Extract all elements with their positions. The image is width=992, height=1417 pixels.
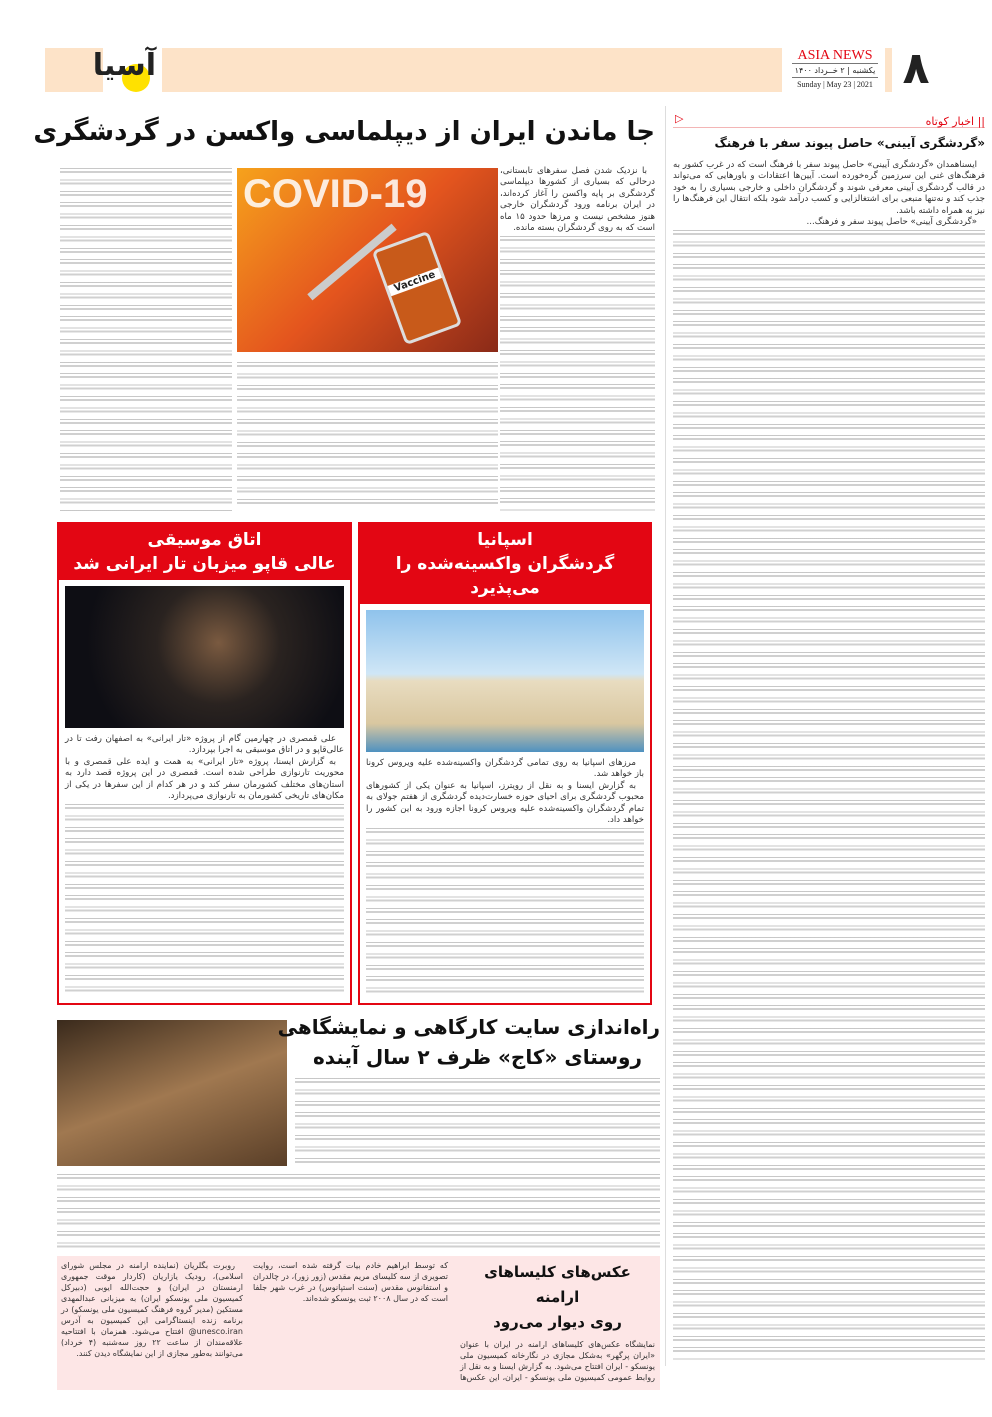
section-label: || اخبار کوتاه bbox=[925, 115, 985, 128]
kicker: اسپانیا bbox=[477, 530, 533, 550]
text-filler bbox=[673, 230, 985, 1360]
tar-player-image bbox=[65, 586, 344, 728]
logo-text: آسیا bbox=[92, 48, 156, 83]
paragraph: نمایشگاه عکس‌های کلیساهای ارامنه در ایران با عنوان «ایران پرگهر» به‌شکل مجازی در نگارخانه کمیسیون ملی یونسکو - ایران افتتاح می‌شود. به گزارش ایسنا و به نقل از روابط عمومی کمیسیون ملی یونسکو - ایران، این عکس‌ها که توسط ابراهیم خادم بیات گرفته شده است، روایت تصویری از سه کلیسای مریم مقدس (زور زور)، در چالدران و استفانوس مقدس (سنت استپانوس) در غرب شهر جلفا است که در سال ۲۰۰۸ ثبت یونسکو شده‌اند. bbox=[253, 1261, 655, 1382]
paragraph: «گردشگری آیینی» حاصل پیوند سفر و فرهنگ... bbox=[806, 217, 977, 228]
workshop-image bbox=[57, 1020, 287, 1166]
text-filler bbox=[500, 236, 655, 511]
kaj-body-upper bbox=[295, 1076, 660, 1166]
text-filler bbox=[57, 1174, 660, 1250]
paragraph: روبرت بگلریان (نماینده ارامنه در مجلس شورای اسلامی)، رودیک یازاریان (کاردار موقت جمهوری ارمنستان در ایران) و حجت‌الله ایوبی (دبیرکل کمیسیون ملی یونسکو ایران) به میزبانی عبدالمهدی مستکین (مدیر گروه فرهنگ کمیسیون ملی یونسکو) در برنامه زنده اینستاگرامی این کمیسیون به آدرس unesco.iran@ افتتاح می‌شود. همزمان با افتتاحیه علاقه‌مندان از ساعت ۲۲ روز سه‌شنبه (۴ خرداد) می‌توانند به‌طور مجازی از این نمایشگاه دیدن کنند. bbox=[61, 1261, 244, 1358]
paragraph: به گزارش ایسنا و به نقل از رویترز، اسپانیا به عنوان یکی از کشورهای محبوب گردشگری برای احیای حوزه خسارت‌دیده گردشگری از هفتم جولای به تمام گردشگران واکسینه‌شده علیه ویروس کرونا اجازه ورود به این کشور را خواهد داد. bbox=[366, 780, 644, 826]
main-article-col-right bbox=[500, 166, 655, 511]
headline: گردشگران واکسینه‌شده را می‌پذیرد bbox=[395, 554, 615, 598]
cadiz-image bbox=[366, 610, 644, 752]
kaj-article bbox=[277, 1012, 660, 1166]
image-text: COVID-19 bbox=[243, 172, 428, 216]
text-filler bbox=[65, 804, 344, 997]
churches-headline bbox=[460, 1260, 655, 1335]
music-header bbox=[59, 524, 350, 580]
date-persian: یکشنبه | ۲ خــرداد ۱۴۰۰ bbox=[792, 63, 878, 78]
text-filler bbox=[60, 168, 232, 511]
short-news-title: «گردشگری آیینی» حاصل پیوند سفر با فرهنگ bbox=[714, 136, 985, 150]
kaj-headline bbox=[277, 1012, 660, 1072]
spain-body bbox=[366, 758, 644, 997]
brand-name: ASIA NEWS bbox=[797, 48, 873, 63]
text-filler bbox=[237, 362, 498, 510]
text-filler bbox=[366, 828, 644, 997]
headline-line: روستای «کاج» ظرف ۲ سال آینده bbox=[313, 1045, 642, 1069]
churches-article bbox=[57, 1256, 660, 1390]
play-arrow-icon: ▷ bbox=[675, 112, 684, 125]
page-number: ۸ bbox=[902, 43, 930, 94]
churches-body-2 bbox=[61, 1260, 243, 1386]
main-article-col-middle bbox=[237, 360, 498, 510]
paragraph: ایسنا‌همدان «گردشگری آیینی» حاصل پیوند سفر با فرهنگ است که در غرب کشور به فرهنگ‌های غنی این سرزمین گره‌خورده است. آیین‌ها اعتقادات و باورهایی که می‌تواند در قالب گردشگری آیینی معرفی شوند و گردشگران داخلی و خارجی بسیاری را به خود جذب کند و نه‌تنها منبعی برای اشتغالزایی و کسب درآمد شود بلکه انتقال این فرهنگ‌ها را نیز به همراه داشته باشد. bbox=[673, 160, 985, 216]
column-divider bbox=[665, 106, 666, 1366]
headline-line: روی دیوار می‌رود bbox=[493, 1313, 622, 1331]
paragraph: مرزهای اسپانیا به روی تمامی گردشگران واکسینه‌شده علیه ویروس کرونا باز خواهد شد. bbox=[366, 758, 644, 780]
covid-vaccine-image bbox=[237, 168, 498, 352]
text-filler bbox=[295, 1078, 660, 1166]
main-headline: جا ماندن ایران از دیپلماسی واکسن در گردشگری bbox=[33, 117, 655, 147]
headline-line: عکس‌های کلیساهای ارامنه bbox=[484, 1263, 631, 1306]
short-news-body bbox=[673, 160, 985, 1360]
kicker: اتاق موسیقی bbox=[147, 530, 262, 550]
spain-header bbox=[360, 524, 650, 604]
paragraph: به گزارش ایسنا، پروژه «تار ایرانی» به همت و ایده علی قمصری و با محوریت تارنوازی طراحی شده است. قمصری در این پروژه قصد دارد به استان‌های مختلف کشورمان سفر کند و در هر کدام از این سفرها در یکی از مکان‌های تاریخی کشورمان به تارنوازی می‌پردازد. bbox=[65, 756, 344, 802]
headline-line: راه‌اندازی سایت کارگاهی و نمایشگاهی bbox=[277, 1015, 660, 1039]
main-article-col-left bbox=[60, 166, 232, 511]
vaccine-vial bbox=[372, 231, 463, 345]
spain-article bbox=[358, 522, 652, 1005]
headline: عالی قاپو میزبان تار ایرانی شد bbox=[73, 554, 336, 574]
section-header bbox=[673, 110, 985, 128]
paragraph: با نزدیک شدن فصل سفرهای تابستانی، درحالی که بسیاری از کشورها دیپلماسی گردشگری بر پایه واکسن را آغاز کرده‌اند، در ایران برنامه ورود گردشگران خارجی هنوز مشخص نیست و مرزها حدود ۱۵ ماه است که به روی گردشگران بسته مانده. bbox=[500, 166, 655, 234]
churches-columns bbox=[253, 1260, 655, 1386]
header-band bbox=[162, 48, 782, 92]
masthead-block bbox=[792, 48, 878, 91]
paragraph: علی قمصری در چهارمین گام از پروژه «تار ایرانی» به اصفهان رفت تا در عالی‌قاپو و در اتاق موسیقی به اجرا بپردازد. bbox=[65, 734, 344, 756]
header-band-right bbox=[885, 48, 892, 92]
music-article bbox=[57, 522, 352, 1005]
vial-label: Vaccine bbox=[388, 267, 443, 296]
date-english: Sunday | May 23 | 2021 bbox=[797, 80, 873, 89]
kaj-body-lower bbox=[57, 1172, 660, 1250]
music-body bbox=[65, 734, 344, 997]
logo bbox=[92, 46, 156, 96]
